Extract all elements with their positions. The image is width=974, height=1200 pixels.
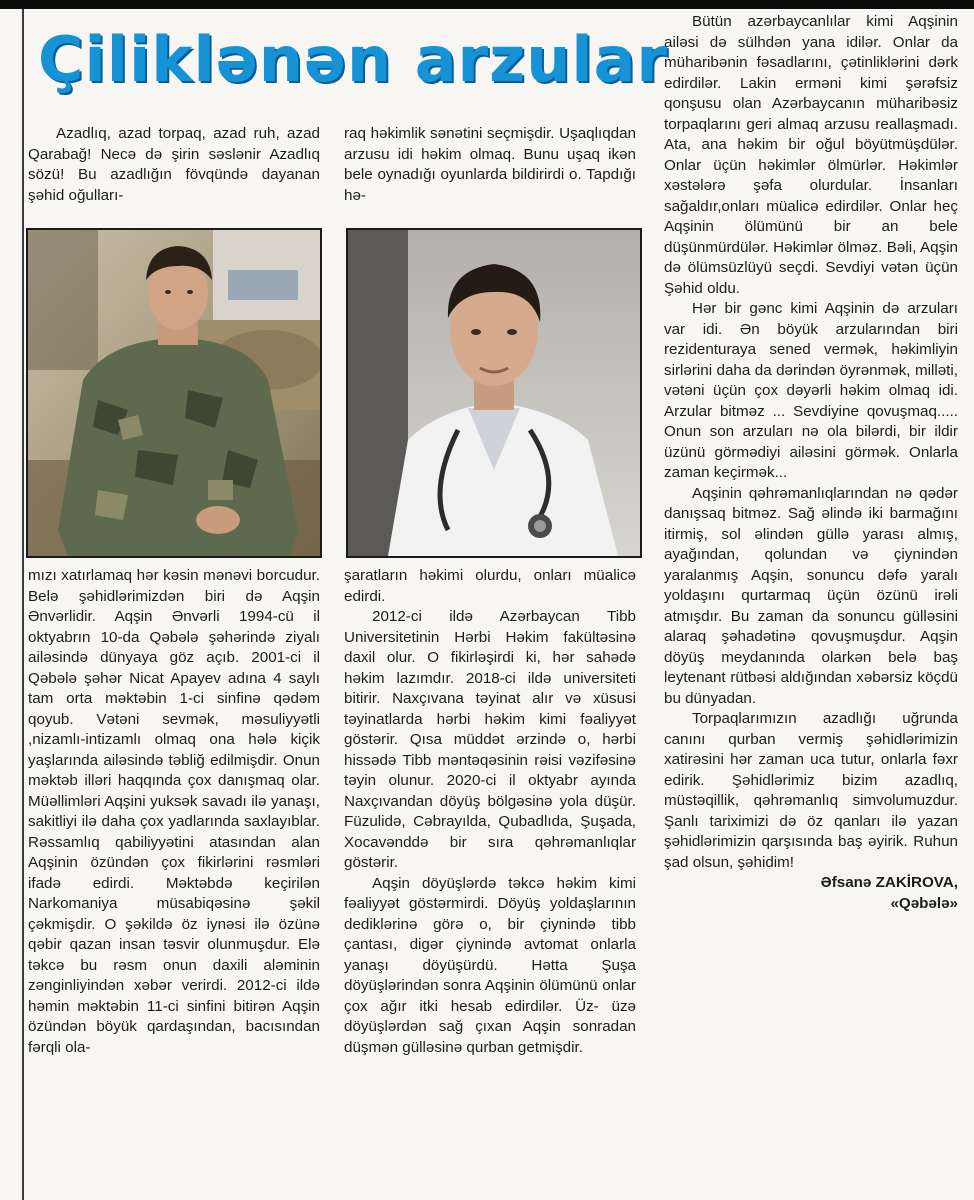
column-3 bbox=[664, 12, 958, 914]
paragraph: Hər bir gənc kimi Aqşinin də arzuları var idi. Ən böyük arzularından biri rezidenturaya sened vermək, həkimliyin sirlərini daha da dərindən öyrənmək, milləti, vətəni üçün çox dəyərli həkim olmaq idi. Arzular bitməz ... Sevdiyine qovuşmaq..... Onun son arzuları nə ola bilərdi, bir ildir üzünü görmədiyi ailəsini görmək. Onlarla zaman keçirmək... bbox=[664, 300, 958, 481]
author-signature: Əfsanə ZAKİROVA, bbox=[820, 874, 958, 891]
paragraph: Aqşinin qəhrəmanlıqlarından nə qədər danışsaq bitməz. Sağ əlində iki barmağını itirmiş, sol əlindən güllə yarası almış, ayağından, qolundan və çiynindən yaralanmış Aqşin, sonuncu dəfə yaralı yoldaşını qurtarmaq üçün özünü irəli atmışdır. Bu zaman da sonuncu gülləsini alaraq şəhadətinə qovuşmuşdur. Aqşin döyüş meydanında olarkən belə baş leytenant rütbəsi aldığından xəbərsiz köçdü bu dünyadan. bbox=[664, 484, 958, 707]
column-1-top bbox=[28, 124, 320, 206]
doctor-photo bbox=[346, 228, 642, 558]
left-edge-line bbox=[22, 9, 24, 1200]
soldier-photo bbox=[26, 228, 322, 558]
paragraph: mızı xatırlamaq hər kəsin mənəvi borcudur. Belə şəhidlərimizdən biri də Aqşin Ənvərlidir. Aqşin Ənvərli 1994-cü il oktyabrın 10-da Qəbələ şəhərində ziyalı ailəsində dünyaya göz açıb. 2001-ci il Qəbələ şəhər Nicat Apayev adına 4 saylı tam orta məktəbin 1-ci sinfinə qədəm qoyub. Vətəni sevmək, məsuliyyətli ,nizamlı-intizamlı olmaq ona hələ kiçik yaşlarında ailəsində təbliğ edilmişdir. Onun məktəb illəri haqqında çox danışmaq olar. Müəllimləri Aqşini yuksək savadı ilə yanaşı, sakitliyi ilə daha çox yadlarında saxlayıblar. Rəssamlıq qabiliyyətini atasından alan Aqşinin özündən çox fikirlərini rəsmləri ifadə edirdi. Məktəbdə keçirilən Narkomaniya müsabiqəsinə şəkil çəkmişdir. O şəkildə öz iynəsi ilə özünə qəbir qazan insan təsvir olunmuşdur. Elə təkcə bu rəsm onun daxili aləminin zənginliyindən xəbər verirdi. 2012-ci ildə həmin məktəbin 11-ci sinfini bitirən Aqşin özündən böyük qardaşından, bacısından fərqli ola- bbox=[28, 567, 320, 1056]
paragraph: 2012-ci ildə Azərbaycan Tibb Universitetinin Hərbi Həkim fakültəsinə daxil olur. O fikirləşirdi ki, hər sahədə həkim lazımdır. 2018-ci ildə universiteti bitirir. Naxçıvana təyinat alır və xüsusi təyinatlarda hərbi həkim kimi fəaliyyət göstərir. Qısa müddət ərzində o, hərbi hissədə Tibb məntəqəsinin rəisi vəzifəsinə təyin olunur. 2020-ci il oktyabr ayında Naxçıvandan döyüş bölgəsinə yola düşür. Füzulidə, Cəbrayılda, Qubadlıda, Şuşada, Xocavənddə bir sıra qəhrəmanlıqlar göstərir. bbox=[344, 608, 636, 871]
column-2-bottom bbox=[344, 566, 636, 1058]
column-1-bottom bbox=[28, 566, 320, 1058]
article-title: Çiliklənən arzular bbox=[38, 23, 669, 96]
soldier-photo-image bbox=[28, 230, 320, 556]
paragraph: raq həkimlik sənətini seçmişdir. Uşaqlıqdan arzusu idi həkim olmaq. Bunu uşaq ikən bele oynadığı oyunlarda bildirirdi o. Tapdığı hə- bbox=[344, 125, 636, 204]
column-2-top bbox=[344, 124, 636, 206]
paragraph: Azadlıq, azad torpaq, azad ruh, azad Qarabağ! Necə də şirin səslənir Azadlıq sözü! Bu azadlığın fövqündə dayanan şəhid oğulları- bbox=[28, 125, 320, 204]
paragraph: şaratların həkimi olurdu, onları müalicə edirdi. bbox=[344, 567, 636, 605]
paragraph: Bütün azərbaycanlılar kimi Aqşinin ailəsi də sülhdən yana idilər. Onlar da müharibənin fəsadlarını, çətinliklərini dərk edirdilər. Lakin erməni kimi şərəfsiz qonşusu olan Azərbaycanın müharibəsiz torpaqlarını geri almaq arzusu reallaşmadı. Ata, ana həkim bir oğul böyütmüşdülər. Onlar üçün həkimlər ölmürlər. Həkimlər xəstələrə şəfa olurdular. İnsanları sağaldır,onları müalicə edirdilər. Onlar heç Aqşinin ölümünü bir an bele düşünmürdülər. Həkimlər ölməz. Bəli, Aqşin də ölümsüzlüyü seçdi. Sevdiyi vətən üçün Şəhid oldu. bbox=[664, 13, 958, 297]
paragraph: Aqşin döyüşlərdə təkcə həkim kimi fəaliyyət göstərmirdi. Döyüş yoldaşlarının dediklərinə görə o, bir çiynində tibb çantası, digər çiynində avtomat onlarla yanaşı döyüşürdü. Hətta Şuşa döyüşlərindən sonra Aqşinin ölümünü onlar çox ağır itki hesab edirdilər. Üz- üzə döyüşlərdən sağ çıxan Aqşin sonradan düşmən gülləsinə qurban getmişdir. bbox=[344, 874, 636, 1056]
top-border bbox=[0, 0, 974, 9]
doctor-photo-image bbox=[348, 230, 640, 556]
source-signature: «Qəbələ» bbox=[890, 894, 958, 912]
paragraph: Torpaqlarımızın azadlığı uğrunda canını qurban vermiş şəhidlərimizin xatirəsini hər zaman uca tutur, onlarla fəxr edirik. Şəhidlərimiz bizim azadlıq, müstəqillik, qəhrəmanlıq simvolumuzdur. Şanlı tariximizi də öz qanları ilə yazan şəhidlərimizin qarşısında baş əyirik. Ruhun şad olsun, şəhidim! bbox=[664, 710, 958, 871]
